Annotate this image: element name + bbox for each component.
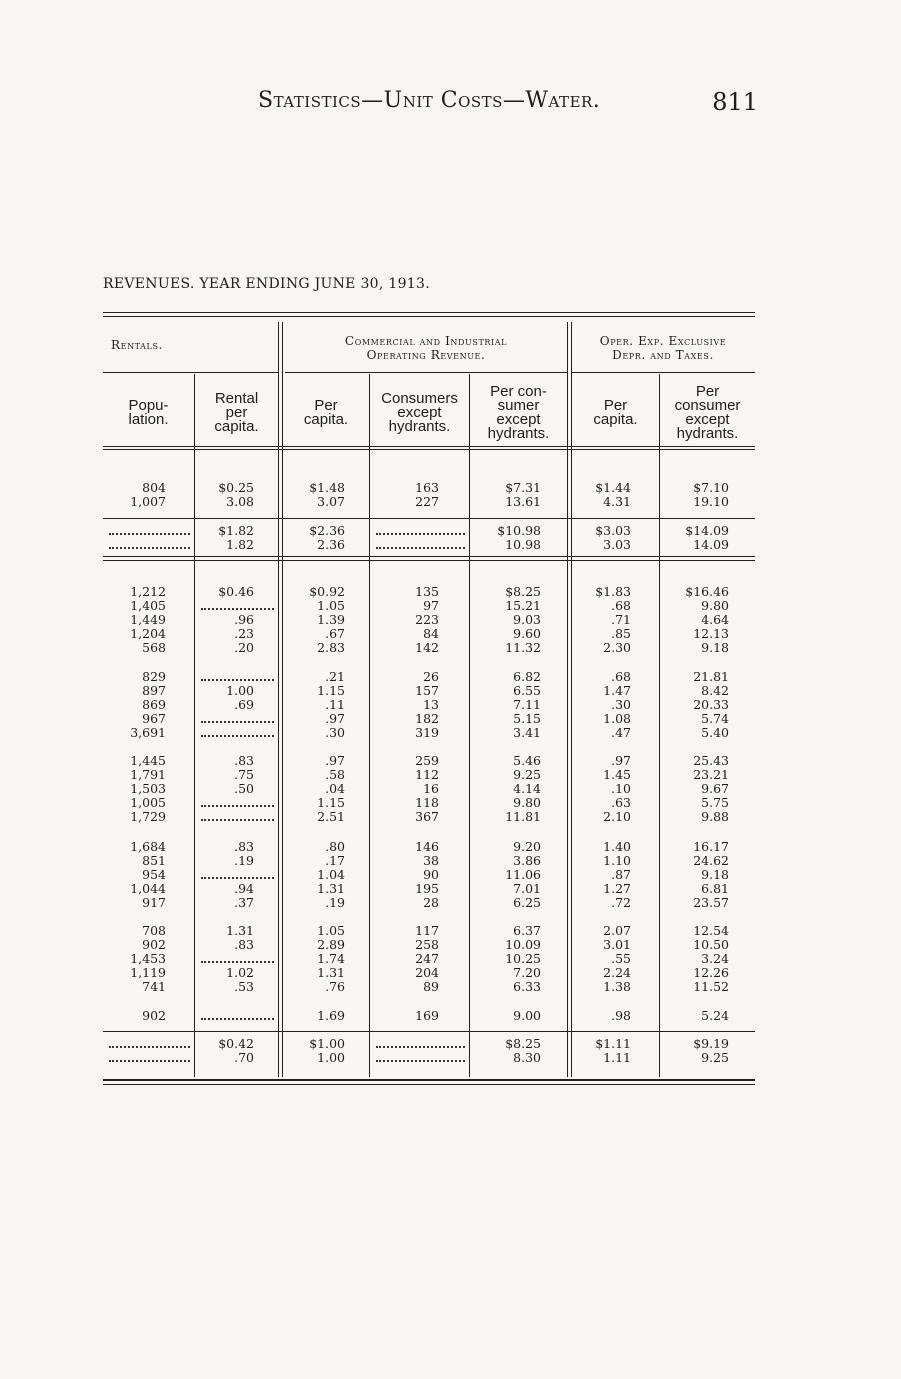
table-cell: $1.48: [309, 480, 345, 495]
table-cell: 1.02: [226, 965, 254, 980]
table-cell: 15.21: [505, 598, 541, 613]
rule-section-a: [103, 556, 755, 557]
table-cell: .50: [234, 781, 254, 796]
table-cell: 9.25: [513, 767, 541, 782]
table-cell: 1,044: [130, 881, 166, 896]
table-cell: 2.89: [317, 937, 345, 952]
table-cell: 8.42: [701, 683, 729, 698]
table-cell: 5.24: [701, 1008, 729, 1023]
table-cell: 319: [415, 725, 439, 740]
table-cell: .30: [611, 697, 631, 712]
table-cell: .68: [611, 598, 631, 613]
table-cell: 26: [423, 669, 439, 684]
table-cell: 157: [415, 683, 439, 698]
table-cell: .19: [234, 853, 254, 868]
table-cell: 20.33: [693, 697, 729, 712]
table-cell: .11: [325, 697, 345, 712]
leader-dots: [109, 1048, 190, 1062]
table-cell: 3.08: [226, 494, 254, 509]
table-cell: 117: [415, 923, 439, 938]
table-cell: $7.31: [505, 480, 541, 495]
table-cell: 12.54: [693, 923, 729, 938]
table-cell: .80: [325, 839, 345, 854]
table-cell: 851: [142, 853, 166, 868]
table-cell: 741: [142, 979, 166, 994]
table-cell: 917: [142, 895, 166, 910]
table-cell: 869: [142, 697, 166, 712]
table-cell: 1,119: [130, 965, 166, 980]
table-cell: 146: [415, 839, 439, 854]
table-cell: .55: [611, 951, 631, 966]
table-cell: 2.51: [317, 809, 345, 824]
table-cell: .69: [234, 697, 254, 712]
table-cell: .30: [325, 725, 345, 740]
table-cell: 112: [415, 767, 439, 782]
table-cell: 3.01: [603, 937, 631, 952]
table-cell: 3.03: [603, 537, 631, 552]
leader-dots: [201, 709, 274, 723]
table-cell: 16.17: [693, 839, 729, 854]
leader-dots: [201, 807, 274, 821]
table-cell: 1,405: [130, 598, 166, 613]
table-cell: $8.25: [505, 1036, 541, 1051]
table-cell: 9.18: [701, 867, 729, 882]
table-cell: 1,005: [130, 795, 166, 810]
table-cell: .76: [325, 979, 345, 994]
table-cell: 1.04: [317, 867, 345, 882]
table-cell: 7.11: [513, 697, 541, 712]
table-cell: .97: [325, 753, 345, 768]
col-header-commercial-per-capita: Per capita.: [303, 397, 349, 428]
table-cell: 6.82: [513, 669, 541, 684]
table-cell: $0.25: [218, 480, 254, 495]
table-cell: .72: [611, 895, 631, 910]
group-header-oper-exp: Oper. Exp. Exclusive Depr. and Taxes.: [599, 334, 727, 362]
table-cell: $16.46: [685, 584, 729, 599]
table-cell: 9.18: [701, 640, 729, 655]
table-cell: 6.37: [513, 923, 541, 938]
table-cell: 7.01: [513, 881, 541, 896]
leader-dots: [201, 949, 274, 963]
table-cell: 1,791: [130, 767, 166, 782]
table-cell: 1.40: [603, 839, 631, 854]
table-cell: 1.27: [603, 881, 631, 896]
table-cell: .75: [234, 767, 254, 782]
table-cell: 23.57: [693, 895, 729, 910]
table-cell: .87: [611, 867, 631, 882]
table-cell: 5.46: [513, 753, 541, 768]
col-header-oper-per-consumer: Per consumer except hydrants.: [674, 383, 741, 442]
table-cell: 6.33: [513, 979, 541, 994]
table-cell: .04: [325, 781, 345, 796]
table-cell: .83: [234, 753, 254, 768]
col-header-oper-per-capita: Per capita.: [593, 397, 638, 428]
table-cell: 9.25: [701, 1050, 729, 1065]
table-cell: 3.41: [513, 725, 541, 740]
table-cell: 1,445: [130, 753, 166, 768]
table-cell: 11.52: [693, 979, 729, 994]
table-cell: 1.74: [317, 951, 345, 966]
table-cell: 97: [423, 598, 439, 613]
table-cell: $3.03: [595, 523, 631, 538]
table-cell: $0.92: [309, 584, 345, 599]
table-cell: 9.67: [701, 781, 729, 796]
table-cell: $1.11: [595, 1036, 631, 1051]
table-cell: 6.25: [513, 895, 541, 910]
table-cell: 38: [423, 853, 439, 868]
rule-bottom: [103, 1079, 755, 1081]
rule-subtotal: [103, 518, 755, 519]
leader-dots: [201, 793, 274, 807]
table-cell: 12.13: [693, 626, 729, 641]
table-cell: .98: [611, 1008, 631, 1023]
table-caption: REVENUES. YEAR ENDING JUNE 30, 1913.: [103, 276, 430, 292]
table-cell: 21.81: [693, 669, 729, 684]
running-title: Statistics—Unit Costs—Water.: [258, 88, 601, 113]
rule-bottom-double: [103, 1084, 755, 1085]
col-header-per-consumer: Per con- sumer except hydrants.: [487, 383, 550, 442]
group-header-commercial: Commercial and Industrial Operating Revenue.: [344, 334, 508, 362]
rule-header-bottom: [103, 446, 755, 447]
table-cell: 16: [423, 781, 439, 796]
table-cell: 3.86: [513, 853, 541, 868]
table-cell: .96: [234, 612, 254, 627]
table-cell: 9.03: [513, 612, 541, 627]
table-cell: 1,729: [130, 809, 166, 824]
table-cell: 11.32: [505, 640, 541, 655]
table-cell: .67: [325, 626, 345, 641]
table-cell: .94: [234, 881, 254, 896]
revenue-table: [103, 312, 755, 1092]
table-cell: 804: [142, 480, 166, 495]
rule-group-rentals: [103, 372, 278, 373]
table-cell: .70: [234, 1050, 254, 1065]
table-cell: $7.10: [693, 480, 729, 495]
table-cell: .68: [611, 669, 631, 684]
page-number: 811: [712, 88, 758, 116]
table-cell: 9.88: [701, 809, 729, 824]
table-cell: 954: [142, 867, 166, 882]
leader-dots: [376, 1048, 465, 1062]
table-cell: 1.10: [603, 853, 631, 868]
leader-dots: [109, 521, 190, 535]
table-cell: .63: [611, 795, 631, 810]
table-cell: 367: [415, 809, 439, 824]
leader-dots: [109, 535, 190, 549]
table-cell: 6.81: [701, 881, 729, 896]
table-cell: 1.11: [603, 1050, 631, 1065]
table-cell: 1,007: [130, 494, 166, 509]
rule-header-bottom-double: [103, 449, 755, 450]
table-cell: 135: [415, 584, 439, 599]
leader-dots: [201, 865, 274, 879]
table-cell: 708: [142, 923, 166, 938]
table-cell: 4.14: [513, 781, 541, 796]
table-cell: 902: [142, 937, 166, 952]
table-cell: 23.21: [693, 767, 729, 782]
rule-total: [103, 1031, 755, 1032]
table-cell: 10.09: [505, 937, 541, 952]
table-cell: 9.80: [513, 795, 541, 810]
col-header-rental-per-capita: Rental per capita.: [214, 390, 259, 435]
table-cell: 14.09: [693, 537, 729, 552]
group-header-rentals: Rentals.: [111, 338, 163, 352]
table-cell: 10.25: [505, 951, 541, 966]
table-cell: $1.83: [595, 584, 631, 599]
table-cell: 568: [142, 640, 166, 655]
table-cell: 3,691: [130, 725, 166, 740]
table-cell: .17: [325, 853, 345, 868]
table-cell: $8.25: [505, 584, 541, 599]
table-cell: 195: [415, 881, 439, 896]
col-divider-5a: [567, 322, 568, 1077]
table-cell: 1.38: [603, 979, 631, 994]
rule-group-commercial: [285, 372, 567, 373]
leader-dots: [376, 1034, 465, 1048]
col-divider-2a: [278, 322, 279, 1077]
table-cell: 1.31: [226, 923, 254, 938]
running-header: [258, 88, 758, 118]
table-cell: 1.31: [317, 965, 345, 980]
table-cell: .83: [234, 937, 254, 952]
table-cell: 902: [142, 1008, 166, 1023]
table-cell: 5.15: [513, 711, 541, 726]
table-cell: 2.07: [603, 923, 631, 938]
table-cell: 4.64: [701, 612, 729, 627]
table-cell: 1,684: [130, 839, 166, 854]
table-cell: 204: [415, 965, 439, 980]
table-cell: $0.46: [218, 584, 254, 599]
leader-dots: [201, 667, 274, 681]
table-cell: 2.24: [603, 965, 631, 980]
rule-top-double: [103, 316, 755, 317]
table-cell: 11.06: [505, 867, 541, 882]
table-cell: .97: [611, 753, 631, 768]
table-cell: 1.08: [603, 711, 631, 726]
table-cell: 2.10: [603, 809, 631, 824]
table-cell: 1,453: [130, 951, 166, 966]
table-cell: 89: [423, 979, 439, 994]
table-cell: .53: [234, 979, 254, 994]
table-cell: 1,449: [130, 612, 166, 627]
table-cell: 258: [415, 937, 439, 952]
rule-group-oper: [571, 372, 755, 373]
leader-dots: [201, 1006, 274, 1020]
table-cell: 1.15: [317, 683, 345, 698]
table-cell: .47: [611, 725, 631, 740]
table-cell: $0.42: [218, 1036, 254, 1051]
table-cell: .71: [611, 612, 631, 627]
table-cell: 9.60: [513, 626, 541, 641]
table-cell: 163: [415, 480, 439, 495]
table-cell: .20: [234, 640, 254, 655]
table-cell: $1.00: [309, 1036, 345, 1051]
table-cell: .97: [325, 711, 345, 726]
leader-dots: [109, 1034, 190, 1048]
table-cell: .85: [611, 626, 631, 641]
table-cell: 1.39: [317, 612, 345, 627]
table-cell: 118: [415, 795, 439, 810]
table-cell: 8.30: [513, 1050, 541, 1065]
table-cell: 182: [415, 711, 439, 726]
table-cell: $9.19: [693, 1036, 729, 1051]
table-cell: $2.36: [309, 523, 345, 538]
table-cell: 9.20: [513, 839, 541, 854]
table-cell: 247: [415, 951, 439, 966]
table-cell: 5.74: [701, 711, 729, 726]
table-cell: 1.45: [603, 767, 631, 782]
table-cell: 1.47: [603, 683, 631, 698]
rule-section-b: [103, 560, 755, 561]
table-cell: 25.43: [693, 753, 729, 768]
table-cell: .21: [325, 669, 345, 684]
table-cell: 2.30: [603, 640, 631, 655]
table-cell: 142: [415, 640, 439, 655]
table-cell: $1.82: [218, 523, 254, 538]
table-cell: 3.24: [701, 951, 729, 966]
table-cell: 829: [142, 669, 166, 684]
table-cell: $1.44: [595, 480, 631, 495]
table-cell: 9.80: [701, 598, 729, 613]
col-header-population: Popu- lation.: [128, 397, 169, 428]
table-cell: 1.31: [317, 881, 345, 896]
leader-dots: [201, 723, 274, 737]
table-cell: 227: [415, 494, 439, 509]
table-cell: 897: [142, 683, 166, 698]
table-cell: 1.05: [317, 923, 345, 938]
table-cell: 90: [423, 867, 439, 882]
table-cell: .19: [325, 895, 345, 910]
table-cell: 13.61: [505, 494, 541, 509]
table-cell: 223: [415, 612, 439, 627]
table-cell: 28: [423, 895, 439, 910]
table-cell: 24.62: [693, 853, 729, 868]
table-cell: 3.07: [317, 494, 345, 509]
table-cell: 6.55: [513, 683, 541, 698]
rule-top: [103, 312, 755, 313]
table-cell: 10.50: [693, 937, 729, 952]
table-cell: 84: [423, 626, 439, 641]
table-cell: 7.20: [513, 965, 541, 980]
leader-dots: [376, 535, 465, 549]
table-cell: 5.75: [701, 795, 729, 810]
table-cell: .37: [234, 895, 254, 910]
col-header-consumers: Consumers except hydrants.: [381, 390, 458, 435]
table-cell: 10.98: [505, 537, 541, 552]
table-cell: 1.69: [317, 1008, 345, 1023]
table-cell: .10: [611, 781, 631, 796]
table-cell: $14.09: [685, 523, 729, 538]
table-cell: 1,204: [130, 626, 166, 641]
table-cell: 2.83: [317, 640, 345, 655]
table-cell: 1.82: [226, 537, 254, 552]
leader-dots: [376, 521, 465, 535]
table-cell: 11.81: [505, 809, 541, 824]
table-cell: 19.10: [693, 494, 729, 509]
table-cell: 9.00: [513, 1008, 541, 1023]
table-cell: .83: [234, 839, 254, 854]
table-cell: 1.00: [226, 683, 254, 698]
table-cell: .58: [325, 767, 345, 782]
table-cell: 1.00: [317, 1050, 345, 1065]
table-cell: 1,503: [130, 781, 166, 796]
table-cell: 259: [415, 753, 439, 768]
table-cell: $10.98: [497, 523, 541, 538]
table-cell: 1,212: [130, 584, 166, 599]
table-cell: .23: [234, 626, 254, 641]
table-cell: 12.26: [693, 965, 729, 980]
table-cell: 1.15: [317, 795, 345, 810]
table-cell: 13: [423, 697, 439, 712]
table-cell: 2.36: [317, 537, 345, 552]
table-cell: 4.31: [603, 494, 631, 509]
table-cell: 967: [142, 711, 166, 726]
table-cell: 5.40: [701, 725, 729, 740]
table-cell: 1.05: [317, 598, 345, 613]
leader-dots: [201, 596, 274, 610]
table-cell: 169: [415, 1008, 439, 1023]
